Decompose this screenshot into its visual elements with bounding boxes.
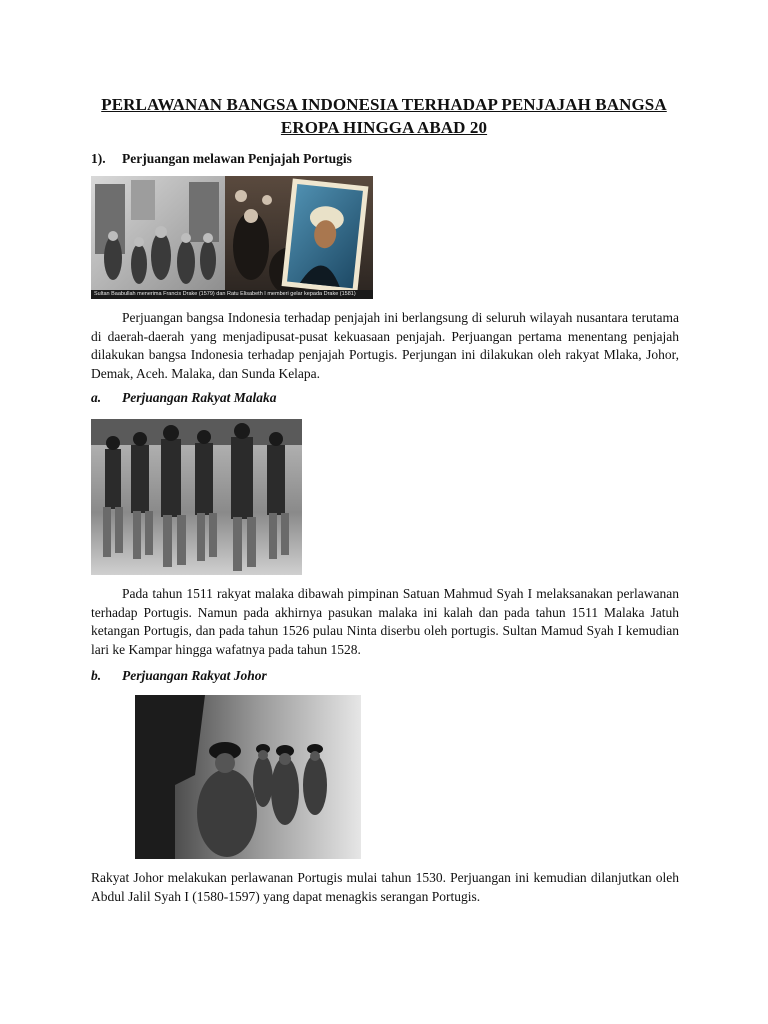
subsection-a-letter: a. [91, 390, 102, 405]
document-title [80, 93, 688, 139]
portugis-illustration [91, 176, 373, 299]
subsection-a-text: Pada tahun 1511 rakyat malaka dibawah pimpinan Satuan Mahmud Syah I melaksanakan perlawanan terhadap Portugis. Namun pada akhirnya pasukan malaka ini kalah dan pada tahun 1511 Malaka Jatuh ketangan Portugis, dan pada tahun 1526 pulau Ninta diserbu oleh portugis. Sultan Mamud Syah I kemudian lari ke Kampar hingga wafatnya pada tahun 1528. [91, 586, 679, 657]
johor-soldiers-illustration [135, 695, 361, 859]
portugis-image-caption: Sultan Baabullah menerima Francis Drake (1579) dan Ratu Elisabeth I memberi gelar kepada Drake (1581) [91, 290, 373, 299]
subsection-b-title: Perjuangan Rakyat Johor [122, 668, 267, 683]
subsection-b-heading [91, 668, 267, 684]
subsection-a-title: Perjuangan Rakyat Malaka [122, 390, 277, 405]
johor-photo [135, 695, 361, 859]
title-line-1: PERLAWANAN BANGSA INDONESIA TERHADAP PENJAJAH BANGSA [101, 95, 667, 114]
section-1-title: Perjuangan melawan Penjajah Portugis [122, 151, 352, 166]
section-1-text: Perjuangan bangsa Indonesia terhadap penjajah ini berlangsung di seluruh wilayah nusantara terutama di daerah-daerah yang menjadipusat-pusat kekuasaan penjajah. Perjuangan pertama menentang penjajah dilakukan bangsa Indonesia terhadap penjajah Portugis. Perjungan ini dilakukan oleh rakyat Mlaka, Johor, Demak, Aceh. Malaka, dan Sunda Kelapa. [91, 310, 679, 381]
subsection-a-heading [91, 390, 277, 406]
subsection-b-paragraph [91, 869, 679, 906]
section-1-paragraph [91, 309, 679, 383]
title-line-2: EROPA HINGGA ABAD 20 [280, 118, 488, 137]
section-1-heading [91, 151, 352, 167]
malaka-photo [91, 419, 302, 575]
subsection-b-letter: b. [91, 668, 102, 683]
malaka-soldiers-illustration [91, 419, 302, 575]
section-1-number: 1). [91, 151, 106, 166]
subsection-b-text: Rakyat Johor melakukan perlawanan Portugis mulai tahun 1530. Perjuangan ini kemudian dilanjutkan oleh Abdul Jalil Syah I (1580-1597) yang dapat menagkis serangan Portugis. [91, 870, 679, 904]
portugis-image [91, 176, 373, 299]
subsection-a-paragraph [91, 585, 679, 659]
